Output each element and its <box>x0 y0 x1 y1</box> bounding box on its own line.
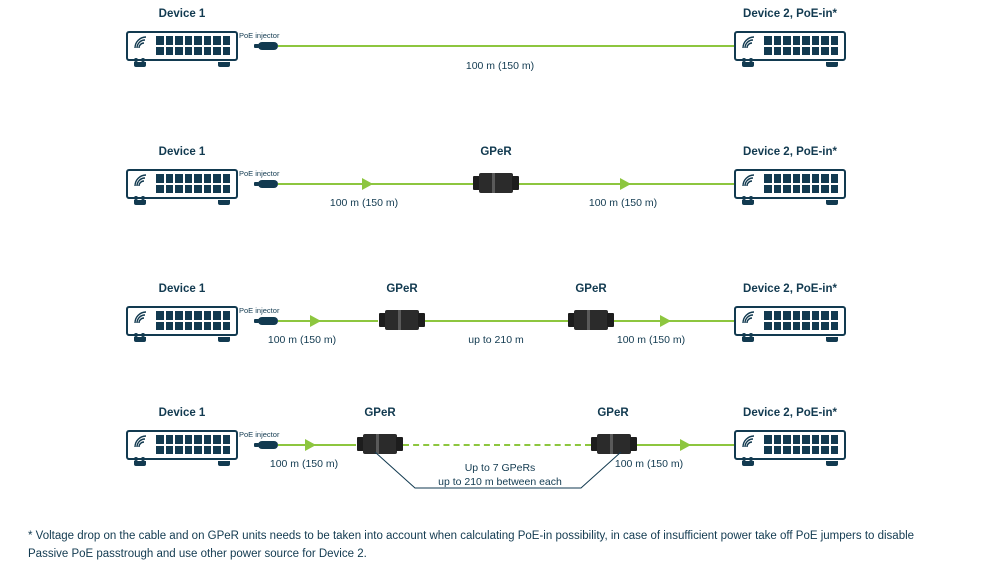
device-foot-right <box>826 200 838 205</box>
port-array <box>764 435 838 454</box>
row-3-arrow-1 <box>310 315 321 327</box>
device-foot-left <box>134 62 146 67</box>
device-foot-left <box>134 461 146 466</box>
row-1-device2 <box>734 31 846 67</box>
row-2-device2 <box>734 169 846 205</box>
row-3-arrow-3 <box>660 315 671 327</box>
row-4-gper-label-2: GPeR <box>597 407 629 419</box>
row-2-poe-injector <box>258 180 278 188</box>
device-foot-right <box>826 62 838 67</box>
row-3-gper-label-2: GPeR <box>575 283 607 295</box>
row-2-device1 <box>126 169 238 205</box>
row-1-device2-label: Device 2, PoE-in* <box>743 8 837 20</box>
device-foot-right <box>218 461 230 466</box>
row-4-poe-injector <box>258 441 278 449</box>
wifi-icon <box>741 311 757 324</box>
device-foot-left <box>134 200 146 205</box>
port-array <box>156 435 230 454</box>
gper-cap-right <box>396 437 403 451</box>
port-array <box>764 36 838 55</box>
row-3-distance-label-2: up to 210 m <box>468 334 524 346</box>
row-4-device2-label: Device 2, PoE-in* <box>743 407 837 419</box>
footnote: * Voltage drop on the cable and on GPeR units needs to be taken into account when calculating PoE-in possibility, in case of insufficient power take off PoE jumpers to disable Passive PoE passtrough and use other power source for Device 2. <box>28 530 915 560</box>
device-foot-right <box>218 337 230 342</box>
row-3-cable-2 <box>425 320 568 322</box>
port-array <box>764 311 838 330</box>
gper-body <box>363 434 397 454</box>
row-3-device2-label: Device 2, PoE-in* <box>743 283 837 295</box>
row-2-gper-unit <box>473 173 519 193</box>
row-2-arrow-left <box>362 178 373 190</box>
row-3-cable-1 <box>278 320 378 322</box>
row-3-device1 <box>126 306 238 342</box>
row-3-poe-injector <box>258 317 278 325</box>
device-foot-left <box>742 461 754 466</box>
row-3-distance-label-3: 100 m (150 m) <box>616 334 686 346</box>
row-4-poe-injector-label: PoE injector <box>239 430 280 439</box>
row-4-device2 <box>734 430 846 466</box>
row-4-distance-label-1: 100 m (150 m) <box>269 458 339 470</box>
row-3-gper-unit-2 <box>568 310 614 330</box>
device-foot-right <box>826 337 838 342</box>
row-4-gper-unit-2 <box>591 434 637 454</box>
gper-body <box>479 173 513 193</box>
port-array <box>764 174 838 193</box>
row-1-device1 <box>126 31 238 67</box>
row-4-bracket-note-line2: up to 210 m between each <box>438 476 562 488</box>
gper-body <box>574 310 608 330</box>
row-4-cable-dashed <box>403 444 591 446</box>
row-2-poe-injector-label: PoE injector <box>239 169 280 178</box>
gper-body <box>385 310 419 330</box>
port-array <box>156 36 230 55</box>
row-2-cable-left <box>278 183 474 185</box>
wifi-icon <box>133 174 149 187</box>
device-foot-left <box>742 62 754 67</box>
device-foot-left <box>742 200 754 205</box>
row-3-distance-label-1: 100 m (150 m) <box>267 334 337 346</box>
row-1-cable <box>278 45 734 47</box>
device-foot-right <box>218 200 230 205</box>
row-1-device1-label: Device 1 <box>158 8 206 20</box>
row-4-gper-unit-1 <box>357 434 403 454</box>
gper-cap-right <box>418 313 425 327</box>
row-1-distance-label: 100 m (150 m) <box>465 60 535 72</box>
gper-cap-right <box>630 437 637 451</box>
gper-cap-right <box>512 176 519 190</box>
port-array <box>156 174 230 193</box>
row-2-gper-label: GPeR <box>480 146 512 158</box>
gper-body <box>597 434 631 454</box>
row-3-device2 <box>734 306 846 342</box>
row-2-arrow-right <box>620 178 631 190</box>
row-3-poe-injector-label: PoE injector <box>239 306 280 315</box>
device-foot-right <box>218 62 230 67</box>
row-2-device1-label: Device 1 <box>158 146 206 158</box>
row-4-arrow-1 <box>305 439 316 451</box>
wifi-icon <box>741 435 757 448</box>
wifi-icon <box>133 36 149 49</box>
row-4-device1 <box>126 430 238 466</box>
row-3-gper-unit-1 <box>379 310 425 330</box>
row-4-device1-label: Device 1 <box>158 407 206 419</box>
row-3-gper-label-1: GPeR <box>386 283 418 295</box>
row-3-device1-label: Device 1 <box>158 283 206 295</box>
device-foot-right <box>826 461 838 466</box>
wifi-icon <box>133 311 149 324</box>
row-4-gper-label-1: GPeR <box>364 407 396 419</box>
row-3-cable-3 <box>614 320 734 322</box>
port-array <box>156 311 230 330</box>
wifi-icon <box>741 174 757 187</box>
device-foot-left <box>134 337 146 342</box>
row-4-distance-label-2: 100 m (150 m) <box>614 458 684 470</box>
row-2-device2-label: Device 2, PoE-in* <box>743 146 837 158</box>
wifi-icon <box>741 36 757 49</box>
row-1-poe-injector <box>258 42 278 50</box>
row-4-arrow-2 <box>680 439 691 451</box>
row-4-cable-1 <box>278 444 356 446</box>
wifi-icon <box>133 435 149 448</box>
row-4-bracket-note-line1: Up to 7 GPeRs <box>464 462 536 474</box>
row-2-distance-label-left: 100 m (150 m) <box>329 197 399 209</box>
device-foot-left <box>742 337 754 342</box>
row-1-poe-injector-label: PoE injector <box>239 31 280 40</box>
row-2-distance-label-right: 100 m (150 m) <box>588 197 658 209</box>
gper-cap-right <box>607 313 614 327</box>
